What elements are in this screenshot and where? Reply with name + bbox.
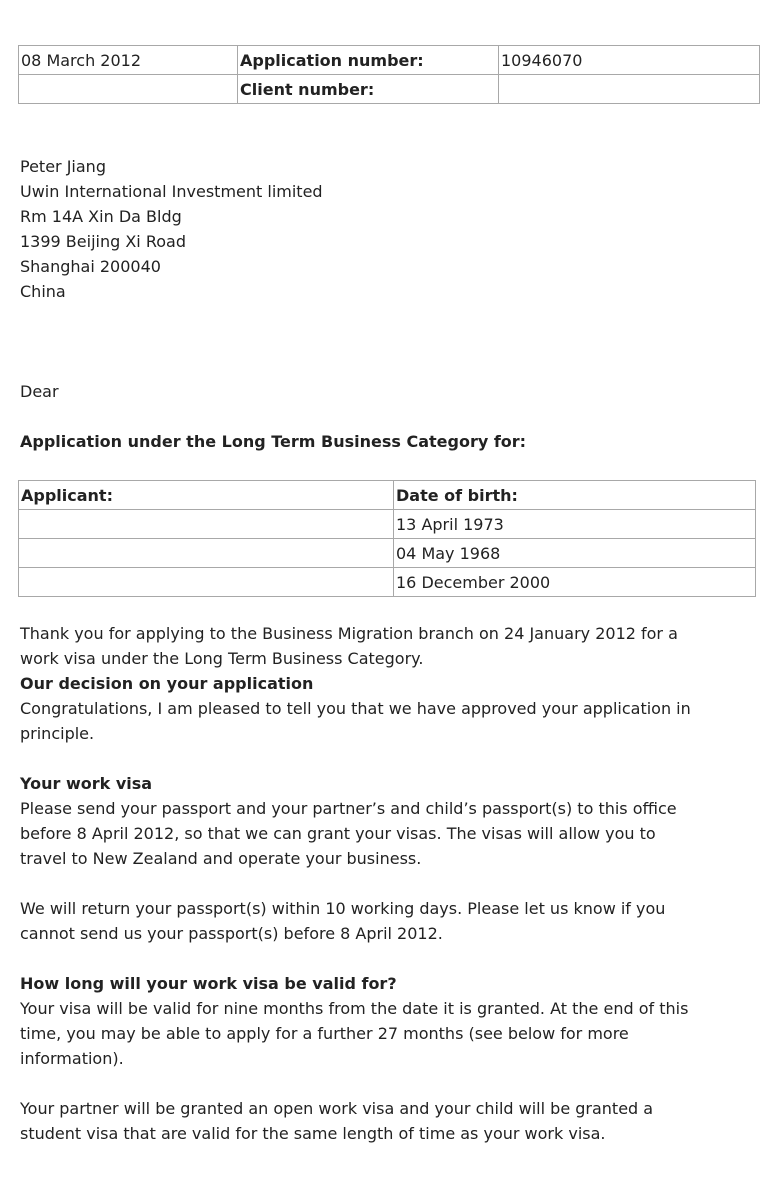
header-row-2 [19, 75, 760, 104]
body-line: Please send your passport and your partner’s and child’s passport(s) to this office [20, 799, 677, 818]
validity-heading: How long will your work visa be valid for? [20, 974, 397, 993]
applicant-name-cell [19, 539, 394, 568]
address-line: China [20, 282, 66, 301]
letter-body [20, 621, 740, 1146]
body-line: principle. [20, 724, 95, 743]
body-line: Thank you for applying to the Business Migration branch on 24 January 2012 for a [20, 624, 678, 643]
applicant-column-header: Applicant: [19, 481, 394, 510]
dob-cell: 13 April 1973 [394, 510, 756, 539]
body-line: student visa that are valid for the same length of time as your work visa. [20, 1124, 606, 1143]
body-line: work visa under the Long Term Business Category. [20, 649, 424, 668]
spacer [20, 871, 740, 896]
body-line: Congratulations, I am pleased to tell you that we have approved your application in [20, 699, 691, 718]
table-header-row [19, 481, 756, 510]
dob-cell: 16 December 2000 [394, 568, 756, 597]
spacer [20, 1071, 740, 1096]
address-line: Shanghai 200040 [20, 257, 161, 276]
table-row [19, 510, 756, 539]
header-table [18, 45, 760, 104]
spacer [20, 746, 740, 771]
address-line: Peter Jiang [20, 157, 106, 176]
client-number-value [499, 75, 760, 104]
application-number-value: 10946070 [499, 46, 760, 75]
body-line: before 8 April 2012, so that we can grant your visas. The visas will allow you to [20, 824, 656, 843]
body-line: travel to New Zealand and operate your business. [20, 849, 422, 868]
body-line: We will return your passport(s) within 10 working days. Please let us know if you [20, 899, 666, 918]
address-line: Rm 14A Xin Da Bldg [20, 207, 182, 226]
body-line: cannot send us your passport(s) before 8 April 2012. [20, 924, 443, 943]
header-empty-cell [19, 75, 238, 104]
header-row-1 [19, 46, 760, 75]
table-row [19, 568, 756, 597]
body-line: Your partner will be granted an open work visa and your child will be granted a [20, 1099, 654, 1118]
body-line: information). [20, 1049, 124, 1068]
subject-heading: Application under the Long Term Business Category for: [20, 432, 527, 451]
decision-heading: Our decision on your application [20, 674, 314, 693]
dob-column-header: Date of birth: [394, 481, 756, 510]
recipient-address [20, 154, 740, 304]
applicant-name-cell [19, 568, 394, 597]
dob-cell: 04 May 1968 [394, 539, 756, 568]
work-visa-heading: Your work visa [20, 774, 153, 793]
salutation: Dear [20, 382, 59, 401]
client-number-label: Client number: [238, 75, 499, 104]
application-number-label: Application number: [238, 46, 499, 75]
table-row [19, 539, 756, 568]
letter-date: 08 March 2012 [19, 46, 238, 75]
applicant-name-cell [19, 510, 394, 539]
address-line: 1399 Beijing Xi Road [20, 232, 186, 251]
address-line: Uwin International Investment limited [20, 182, 323, 201]
body-line: Your visa will be valid for nine months from the date it is granted. At the end of this [20, 999, 689, 1018]
body-line: time, you may be able to apply for a further 27 months (see below for more [20, 1024, 629, 1043]
applicants-table [18, 480, 756, 597]
spacer [20, 946, 740, 971]
